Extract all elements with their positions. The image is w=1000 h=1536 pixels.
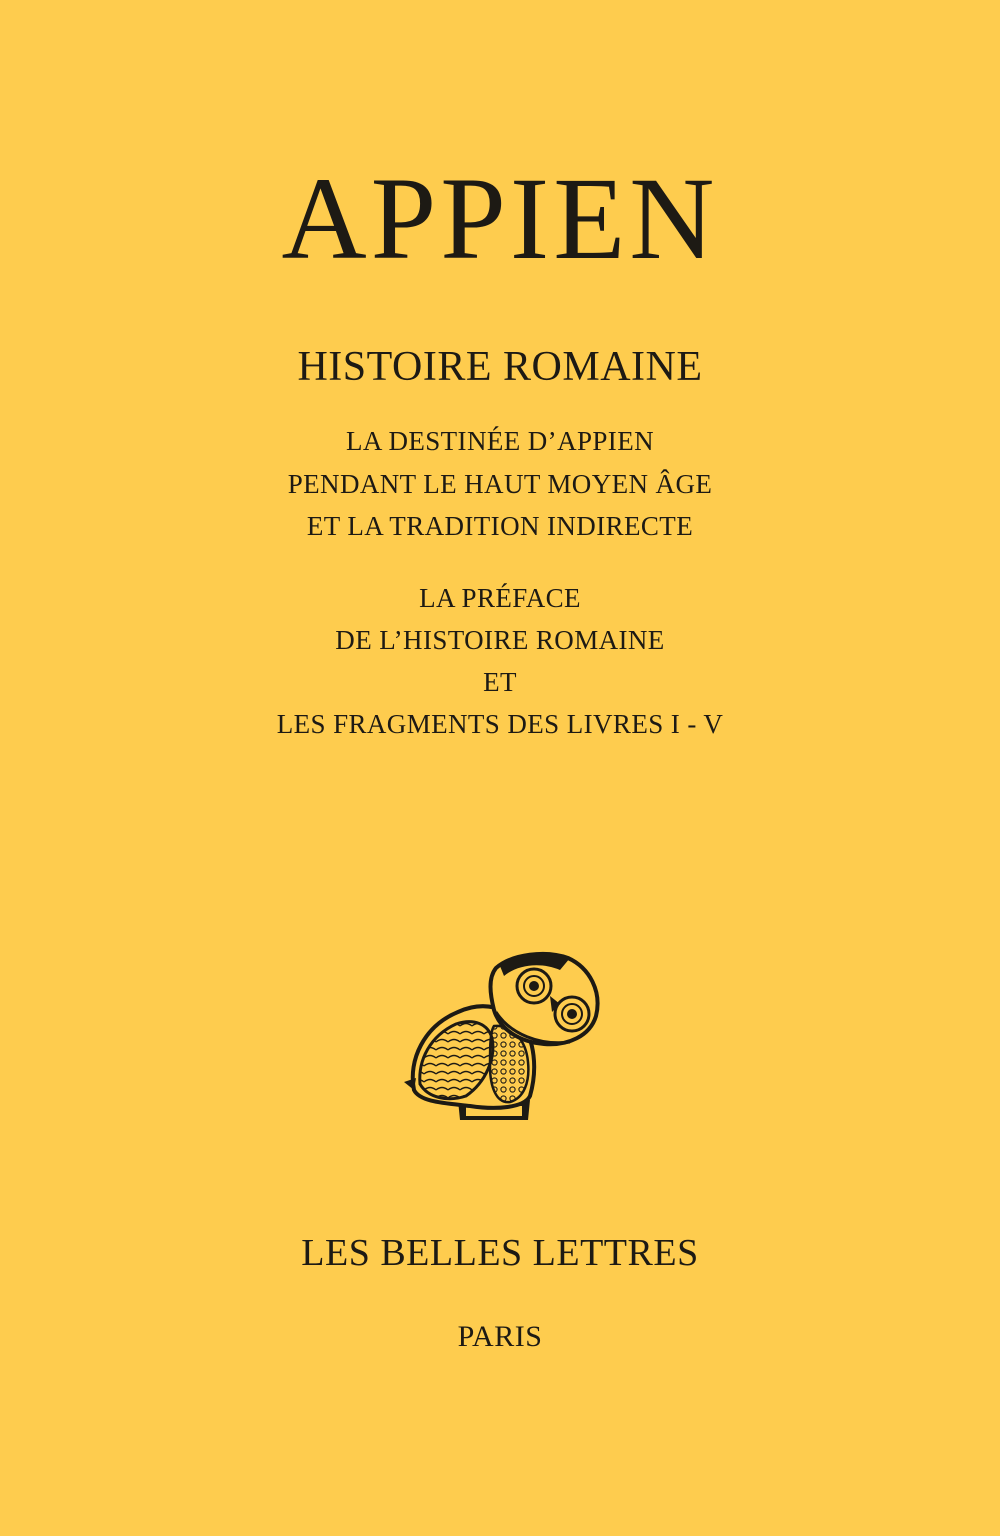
subtitle-line: DE L’HISTOIRE ROMAINE xyxy=(335,625,665,655)
subtitle-line: LA PRÉFACE xyxy=(419,583,581,613)
owl-emblem-icon xyxy=(400,950,610,1130)
subtitle-line: LES FRAGMENTS DES LIVRES I - V xyxy=(276,709,724,739)
author-name: APPIEN xyxy=(281,153,719,284)
subtitle-line: LA DESTINÉE D’APPIEN xyxy=(346,426,654,456)
publisher-name: LES BELLES LETTRES xyxy=(301,1232,699,1274)
subtitle-line: PENDANT LE HAUT MOYEN ÂGE xyxy=(287,469,713,499)
book-title: HISTOIRE ROMAINE xyxy=(297,344,703,390)
subtitle-line: ET LA TRADITION INDIRECTE xyxy=(306,511,694,541)
subtitle-line: ET xyxy=(483,667,517,697)
publisher-city: PARIS xyxy=(457,1320,543,1353)
